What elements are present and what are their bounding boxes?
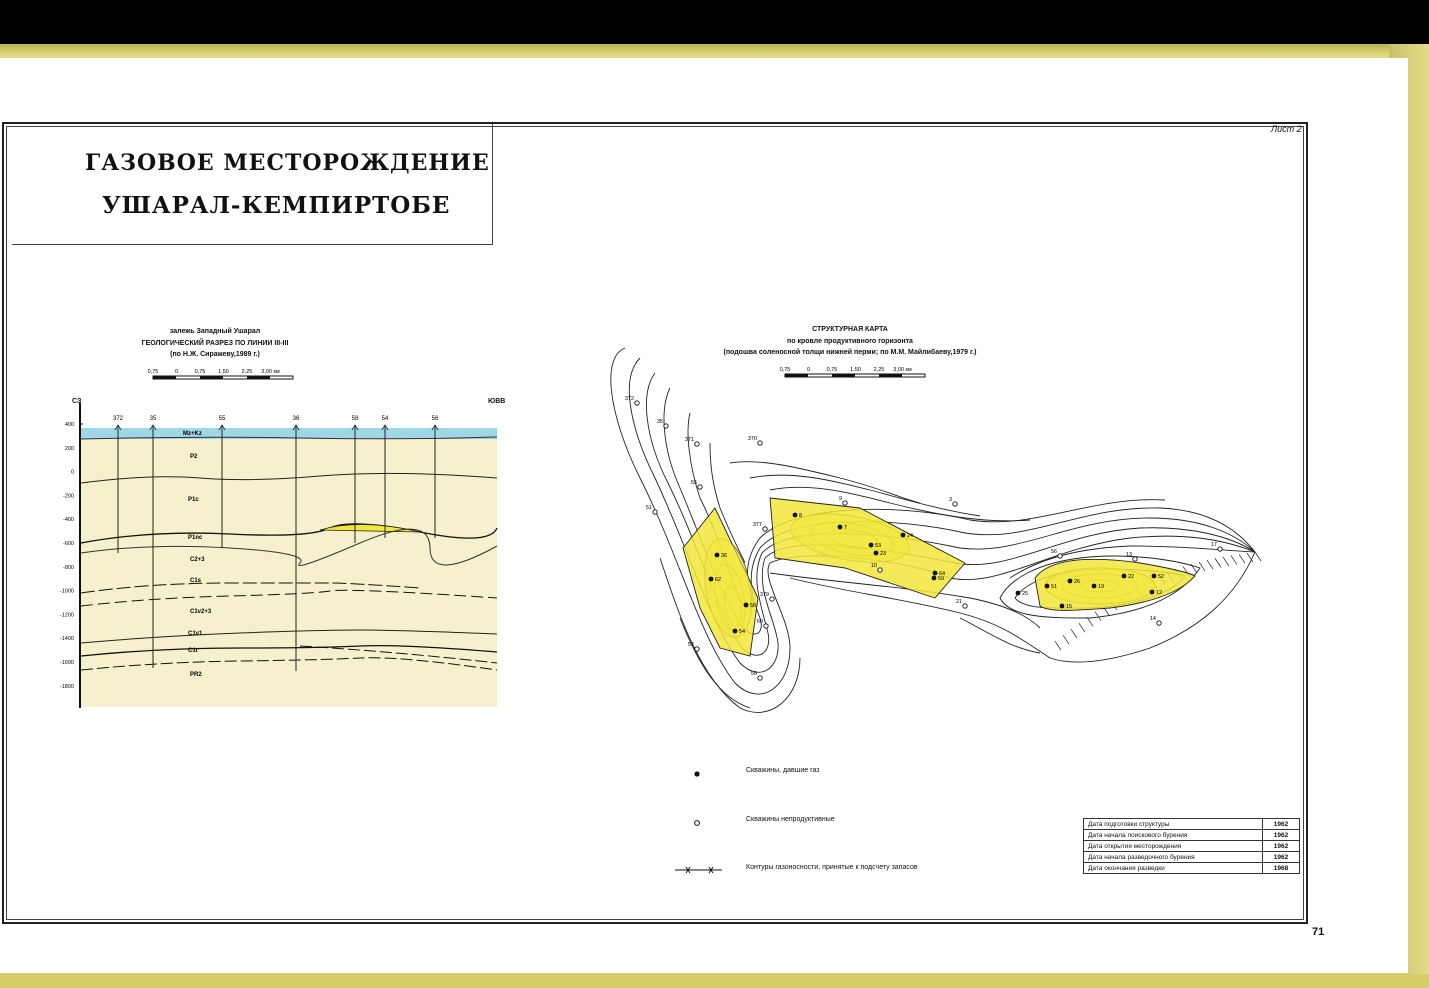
section-well-label: 36 bbox=[292, 416, 300, 422]
scale-tick-label: 1,50 bbox=[218, 369, 229, 375]
dry-well-marker bbox=[843, 501, 847, 505]
section-source: (по Н.Ж. Сиражеву,1989 г.) bbox=[170, 351, 260, 358]
legend-contour-symbol bbox=[675, 867, 722, 873]
map-scale-labels bbox=[780, 367, 912, 373]
dry-well-marker bbox=[1218, 547, 1222, 551]
depth-tick-label: -1600 bbox=[59, 660, 74, 666]
date-label: Дата начала поискового бурения bbox=[1084, 830, 1263, 841]
legend-contour-label: Контуры газоносности, принятые к подсчету запасов bbox=[746, 864, 918, 871]
gas-well-marker bbox=[1150, 590, 1155, 595]
date-year: 1962 bbox=[1263, 830, 1300, 841]
gas-well-marker bbox=[1068, 579, 1073, 584]
date-row bbox=[1084, 863, 1300, 874]
hachure bbox=[1191, 564, 1197, 573]
depth-tick-label: 200 bbox=[64, 445, 74, 452]
hachure bbox=[1215, 558, 1221, 567]
dry-well-marker bbox=[635, 401, 639, 405]
hachure bbox=[1231, 556, 1237, 565]
dry-well-label: 13 bbox=[1125, 552, 1132, 558]
gas-well-marker bbox=[744, 603, 749, 608]
dry-well-marker bbox=[1157, 621, 1161, 625]
gas-well-label: 7 bbox=[844, 525, 848, 531]
dry-well-label: 14 bbox=[1149, 616, 1156, 622]
hachure bbox=[1207, 560, 1213, 569]
date-row bbox=[1084, 841, 1300, 852]
hachure bbox=[1223, 557, 1229, 566]
gas-well-label: 58 bbox=[750, 603, 757, 609]
sheet-label: Лист 2 bbox=[1271, 124, 1302, 134]
dry-well-label: 9 bbox=[838, 496, 842, 502]
gas-well-label: 26 bbox=[1074, 579, 1081, 585]
gas-well-label: 59 bbox=[938, 576, 945, 582]
scale-tick-label: 2,25 bbox=[873, 367, 885, 373]
dry-well-marker bbox=[1133, 557, 1137, 561]
gas-well-label: 54 bbox=[739, 629, 746, 635]
gas-well-marker bbox=[874, 551, 879, 556]
hachure bbox=[1071, 629, 1077, 638]
gas-well-marker bbox=[1016, 591, 1021, 596]
map-heading: СТРУКТУРНАЯ КАРТА bbox=[812, 326, 888, 333]
layer-label: C2+3 bbox=[190, 557, 205, 563]
scale-tick-label: 0 bbox=[806, 367, 811, 373]
hachure bbox=[1199, 562, 1205, 571]
dry-well-marker bbox=[953, 502, 957, 506]
layer-label: C1s bbox=[190, 578, 202, 584]
date-label: Дата открытия месторождения bbox=[1084, 841, 1263, 852]
hachure bbox=[1055, 641, 1061, 650]
depth-tick-label: -400 bbox=[62, 517, 74, 524]
hachure bbox=[1063, 635, 1069, 644]
depth-tick-label: 400 bbox=[64, 422, 74, 428]
dry-well-marker bbox=[770, 597, 774, 601]
section-heading: ГЕОЛОГИЧЕСКИЙ РАЗРЕЗ ПО ЛИНИИ III-III bbox=[141, 340, 289, 347]
legend-dry-symbol bbox=[695, 821, 700, 826]
scale-tick-label: 0,75 bbox=[779, 367, 791, 373]
gas-well-label: 12 bbox=[1156, 590, 1163, 596]
hachure bbox=[1095, 612, 1101, 621]
scale-tick-label: 3,00 км bbox=[261, 369, 280, 375]
gas-well-label: 36 bbox=[721, 553, 728, 559]
gas-well-marker bbox=[1092, 584, 1097, 589]
dry-well-marker bbox=[764, 624, 768, 628]
depth-tick-label: 0 bbox=[70, 469, 74, 476]
legend-gas-label: Скважины, давшие газ bbox=[746, 767, 820, 774]
dry-well-marker bbox=[698, 485, 702, 489]
gas-well-marker bbox=[733, 629, 738, 634]
section-left-direction: СЗ bbox=[72, 398, 82, 405]
date-label: Дата окончания разведки bbox=[1084, 863, 1263, 874]
legend-dry-label: Скважины непродуктивные bbox=[746, 816, 835, 823]
dry-well-label: 377 bbox=[752, 522, 762, 528]
gas-well-label: 62 bbox=[715, 577, 722, 583]
dry-well-label: 57 bbox=[687, 642, 694, 648]
dry-well-label: 10 bbox=[870, 563, 877, 569]
section-well-label: 35 bbox=[149, 416, 157, 422]
depth-tick-label: -1200 bbox=[59, 612, 74, 619]
layer-label: C1t bbox=[188, 648, 198, 654]
gas-well-label: 8 bbox=[799, 513, 803, 519]
atlas-page bbox=[0, 58, 1408, 979]
gas-well-label: 25 bbox=[1022, 591, 1029, 597]
section-well-label: 58 bbox=[351, 416, 359, 422]
depth-tick-label: -1000 bbox=[59, 588, 74, 595]
legend-gas-symbol bbox=[694, 771, 699, 776]
gas-well-marker bbox=[901, 533, 906, 538]
section-deposit: залежь Западный Ушарал bbox=[169, 328, 261, 335]
map-subheading-1: по кровле продуктивного горизонта bbox=[787, 338, 913, 345]
gas-well-marker bbox=[869, 543, 874, 548]
scale-tick-label: 1,50 bbox=[850, 367, 861, 373]
scale-tick-label: 3,00 км bbox=[893, 367, 912, 373]
gas-well-label: 19 bbox=[1098, 584, 1105, 590]
map-scale-bar bbox=[785, 374, 925, 377]
date-row bbox=[1084, 852, 1300, 863]
gas-well-marker bbox=[1152, 574, 1157, 579]
gas-well-marker bbox=[1060, 604, 1065, 609]
dry-well-marker bbox=[878, 568, 882, 572]
dry-well-label: 379 bbox=[759, 592, 769, 598]
scale-tick-label: 0,75 bbox=[826, 367, 838, 373]
date-year: 1968 bbox=[1263, 863, 1300, 874]
dry-well-label: 56 bbox=[750, 671, 757, 677]
scale-tick-label: 2,25 bbox=[241, 369, 253, 375]
page-title-line2: УШАРАЛ-КЕМПИРТОБЕ bbox=[102, 192, 451, 219]
dry-well-label: 17 bbox=[1210, 542, 1217, 548]
page-title-line1: ГАЗОВОЕ МЕСТОРОЖДЕНИЕ bbox=[85, 150, 490, 176]
gas-well-marker bbox=[1122, 574, 1127, 579]
dry-well-label: 21 bbox=[955, 599, 962, 605]
dry-well-label: 35 bbox=[656, 419, 663, 425]
dry-well-marker bbox=[695, 442, 699, 446]
hachure bbox=[1255, 552, 1261, 561]
date-year: 1962 bbox=[1263, 852, 1300, 863]
scan-bottom-edge bbox=[0, 974, 1429, 988]
layer-label: C1v2+3 bbox=[190, 609, 212, 615]
gas-well-label: 15 bbox=[1066, 604, 1073, 610]
layer-label: C1v1 bbox=[188, 631, 203, 637]
hachure bbox=[1079, 623, 1085, 632]
dry-well-marker bbox=[758, 676, 762, 680]
dry-well-label: 56 bbox=[1050, 549, 1057, 555]
hachure bbox=[1087, 617, 1093, 626]
scale-tick-label: 0,75 bbox=[194, 369, 206, 375]
gas-well-label: 24 bbox=[907, 533, 914, 539]
depth-tick-label: -600 bbox=[62, 541, 74, 547]
gas-well-marker bbox=[932, 576, 937, 581]
gas-well-label: 51 bbox=[1051, 584, 1058, 590]
hachure bbox=[1239, 554, 1245, 563]
depth-tick-label: -800 bbox=[62, 564, 74, 571]
section-well-label: 372 bbox=[112, 416, 124, 422]
dry-well-marker bbox=[1058, 554, 1062, 558]
gas-well-marker bbox=[1045, 584, 1050, 589]
gas-well-marker bbox=[709, 577, 714, 582]
gas-well-marker bbox=[715, 553, 720, 558]
gas-well-label: 52 bbox=[1158, 574, 1165, 580]
section-right-direction: ЮВВ bbox=[488, 398, 506, 405]
gas-well-label: 53 bbox=[875, 543, 882, 549]
section-well-label: 55 bbox=[218, 416, 226, 422]
date-row bbox=[1084, 819, 1300, 830]
date-year: 1962 bbox=[1263, 841, 1300, 852]
layer-label: P1c bbox=[188, 497, 199, 503]
layer-label: P2 bbox=[190, 454, 198, 460]
dry-well-marker bbox=[695, 647, 699, 651]
dry-well-label: 371 bbox=[684, 437, 694, 443]
scale-tick-label: 0,75 bbox=[147, 369, 159, 375]
date-label: Дата подготовки структуры bbox=[1084, 819, 1263, 830]
dry-well-marker bbox=[758, 441, 762, 445]
dry-well-marker bbox=[763, 527, 767, 531]
dry-well-marker bbox=[653, 510, 657, 514]
dry-well-label: 3 bbox=[948, 497, 952, 503]
dry-well-marker bbox=[664, 424, 668, 428]
gas-well-label: 64 bbox=[939, 571, 946, 577]
dry-well-label: 60 bbox=[756, 619, 763, 625]
gas-well-marker bbox=[793, 513, 798, 518]
dates-table bbox=[1083, 818, 1300, 874]
section-well-label: 56 bbox=[431, 416, 439, 422]
dry-well-label: 372 bbox=[624, 396, 634, 402]
section-well-label: 54 bbox=[381, 416, 389, 422]
dry-well-label: 51 bbox=[645, 505, 652, 511]
page-number: 71 bbox=[1312, 926, 1325, 938]
date-label: Дата начала разведочного бурения bbox=[1084, 852, 1263, 863]
dry-well-marker bbox=[963, 604, 967, 608]
dry-well-label: 370 bbox=[747, 436, 757, 442]
date-year: 1962 bbox=[1263, 819, 1300, 830]
gas-well-marker bbox=[933, 571, 938, 576]
gas-well-marker bbox=[838, 525, 843, 530]
scale-tick-label: 0 bbox=[174, 369, 179, 375]
layer-label: PR2 bbox=[190, 672, 202, 678]
dry-well-label: 55 bbox=[690, 480, 697, 486]
layer-label: P1nc bbox=[188, 535, 203, 541]
scan-top-edge bbox=[0, 0, 1429, 46]
layer-label: Mz+Kz bbox=[183, 431, 202, 437]
date-row bbox=[1084, 830, 1300, 841]
depth-tick-label: -200 bbox=[62, 493, 74, 500]
gas-well-label: 22 bbox=[1128, 574, 1135, 580]
depth-tick-label: -1400 bbox=[59, 636, 74, 643]
map-subheading-2: (подошва соленосной толщи нижней перми; по М.М. Майлибаеву,1979 г.) bbox=[723, 349, 977, 356]
gas-well-label: 23 bbox=[880, 551, 887, 557]
depth-tick-label: -1800 bbox=[59, 683, 74, 690]
